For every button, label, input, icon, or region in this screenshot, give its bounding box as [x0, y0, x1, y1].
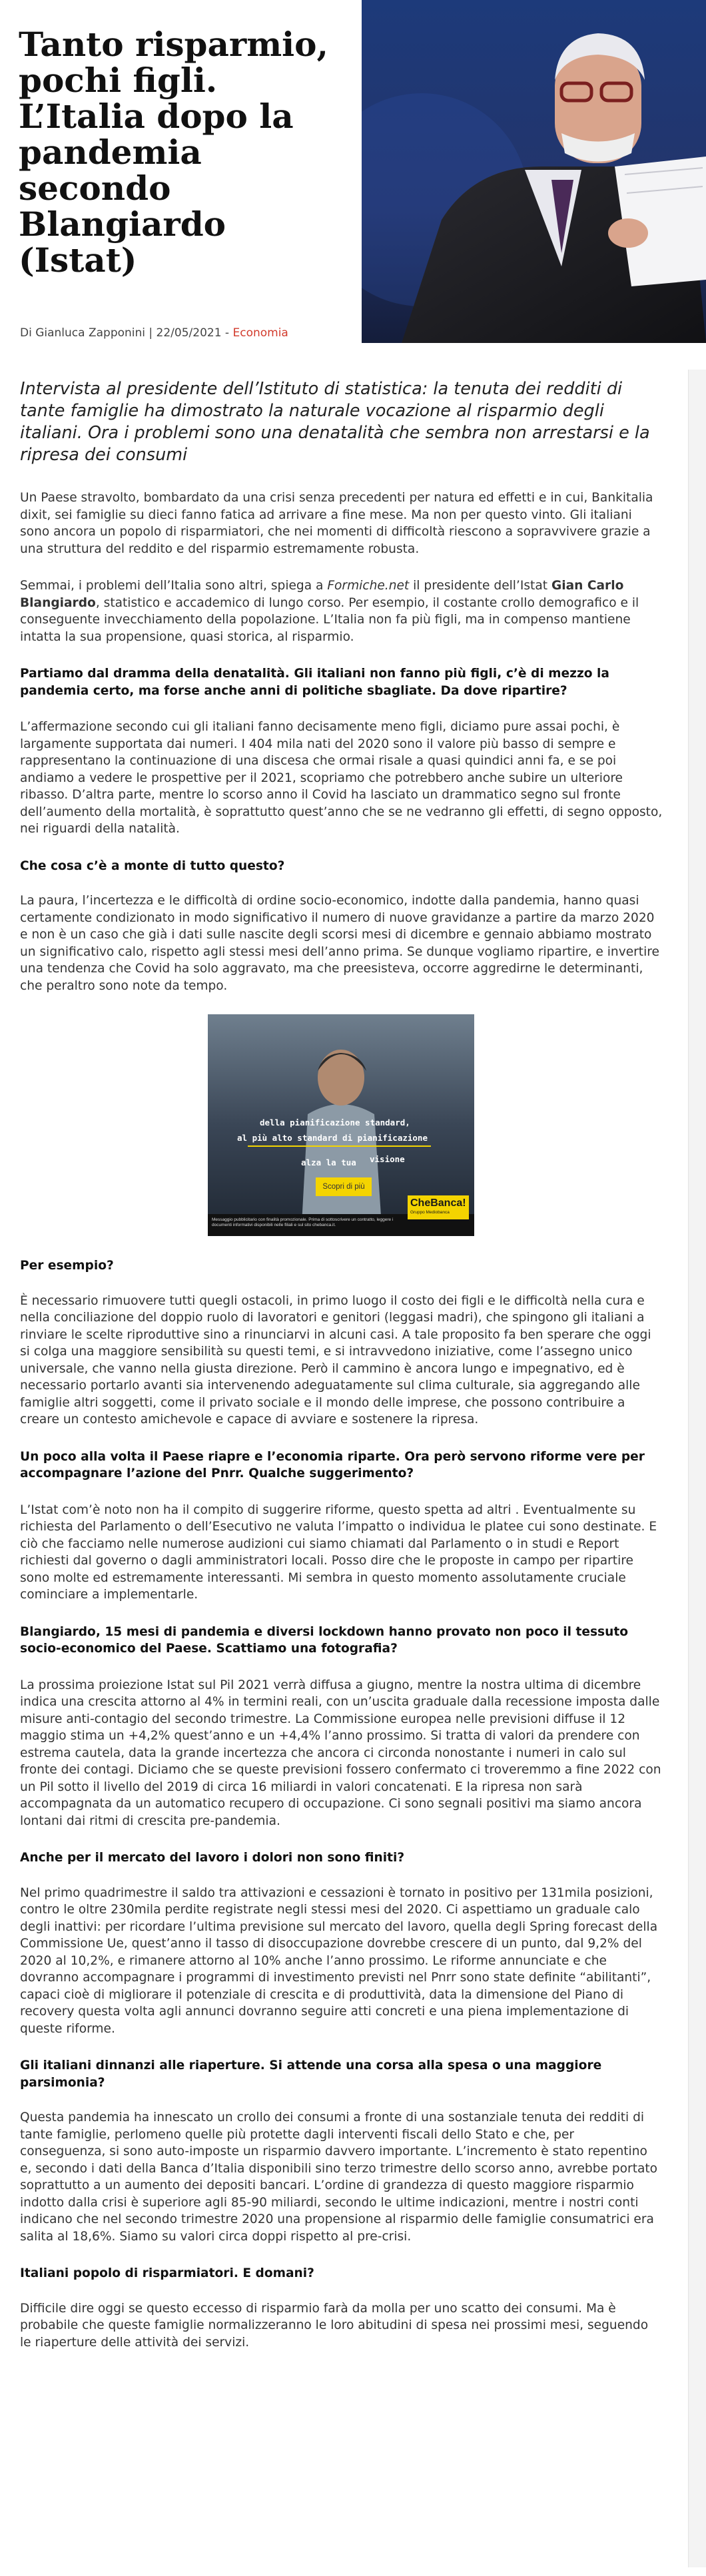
question: Per esempio?	[20, 1259, 114, 1273]
text-run: Semmai, i problemi dell’Italia sono altri, spiega a	[20, 579, 328, 593]
interviewee-name: Gian Carlo Blangiardo	[20, 579, 624, 610]
ad-line-1: della pianificazione standard,	[260, 1118, 410, 1127]
question: Italiani popolo di risparmiatori. E domani?	[20, 2266, 314, 2280]
ad-line-3a: alza la tua	[301, 1157, 356, 1167]
answer: L’affermazione secondo cui gli italiani fanno decisamente meno figli, diciamo pure assai pochi, è largamente supportata dai numeri. I 404 mila nati del 2020 sono il valore più basso di sempre e rappresentano la continuazione di una discesa che ormai risale a quasi quindici anni fa, e se poi andiamo a vedere le prospettive per il 2021, scopriamo che potrebbero anche subire un ulteriore ribasso. D’altra parte, mentre lo scorso anno il Covid ha lasciato un drammatico segno sul fronte dell’aumento della mortalità, è soprattutto quest’anno che se ne vedranno gli effetti, di segno opposto, nei riguardi della natalità.	[20, 720, 663, 836]
ad-underline	[248, 1145, 431, 1147]
paragraph: Un Paese stravolto, bombardato da una crisi senza precedenti per natura ed effetti e in cui, Bankitalia dixit, sei famiglie su dieci fanno fatica ad arrivare a fine mese. Ma non per questo vinto. Gli italiani sono ancora un popolo di risparmiatori, che nei momenti di difficoltà riescono a sopravvivere grazie a una struttura del reddito e del risparmio estremamente robusta.	[20, 491, 653, 556]
question: Un poco alla volta il Paese riapre e l’economia riparte. Ora però servono riforme vere per accompagnare l’azione del Pnrr. Qualche suggerimento?	[20, 1449, 645, 1480]
ad-line-2: al più alto standard di pianificazione	[237, 1133, 428, 1143]
question: Partiamo dal dramma della denatalità. Gli italiani non fanno più figli, c’è di mezzo la pandemia certo, ma forse anche anni di politiche sbagliate. Da dove ripartire?	[20, 667, 609, 698]
ad-brand-name: CheBanca!	[410, 1197, 466, 1209]
article-header	[0, 0, 706, 346]
category-link[interactable]: Economia	[232, 326, 288, 340]
question: Anche per il mercato del lavoro i dolori non sono finiti?	[20, 1851, 405, 1865]
ad-brand-logo	[408, 1195, 469, 1219]
text-run: il presidente dell’Istat	[409, 579, 551, 593]
author-date: Di Gianluca Zapponini | 22/05/2021 -	[20, 326, 233, 340]
hero-photo	[362, 0, 706, 343]
article-lead: Intervista al presidente dell’Istituto di statistica: la tenuta dei redditi di tante famiglie ha dimostrato la naturale vocazione al risparmio degli italiani. Ora i problemi sono una denatalità che sembra non arrestarsi e la ripresa dei consumi	[20, 379, 650, 465]
ad-banner[interactable]	[208, 1014, 474, 1236]
ad-brand-sub: Gruppo Mediobanca	[410, 1210, 450, 1215]
answer: La prossima proiezione Istat sul Pil 2021 verrà diffusa a giugno, mentre la nostra ultima di dicembre indica una crescita attorno al 4% in termini reali, con un’uscita graduale dalla recessione imposta dalle misure anti-contagio del secondo trimestre. La Commissione europea nelle previsioni diffuse il 12 maggio stima un +4,2% quest’anno e un +4,4% l’anno prossimo. Si tratta di valori da prendere con estrema cautela, data la grande incertezza che ancora ci circonda nonostante i numeri in calo sul fronte dei contagi. Diciamo che se queste previsioni fossero confermato ci troveremmo a fine 2022 con un Pil sotto il livello del 2019 di circa 16 miliardi in valori concatenati. E la ripresa non sarà accompagnata da un automatico recupero di occupazione. Ci sono segnali positivi ma siamo ancora lontani dai ritmi di crescita pre-pandemia.	[20, 1678, 661, 1828]
answer: Nel primo quadrimestre il saldo tra attivazioni e cessazioni è tornato in positivo per 131mila posizioni, contro le oltre 230mila perdite registrate negli stessi mesi del 2020. Ci aspettiamo un graduale calo degli inattivi: per ricordare l’ultima previsione sul mercato del lavoro, quella degli Spring forecast della Commissione Ue, quest’anno il tasso di disoccupazione dovrebbe crescere di un punto, dal 9,2% del 2020 al 10,2%, e rimanere attorno al 10% anche l’anno prossimo. Le riforme annunciate e che dovranno accompagnare i programmi di investimento previsti nel Pnrr sono state definite “abilitanti”, capaci cioè di migliorare il potenziale di crescita e di produttività, data la dimensione del Piano di recovery questa volta agli annunci dovranno seguire atti concreti e una piena implementazione di queste riforme.	[20, 1885, 658, 2036]
question: Gli italiani dinnanzi alle riaperture. Si attende una corsa alla spesa o una maggiore parsimonia?	[20, 2059, 602, 2090]
article-body	[20, 378, 663, 2371]
question: Blangiardo, 15 mesi di pandemia e diversi lockdown hanno provato non poco il tessuto socio-economico del Paese. Scattiamo una fotografia?	[20, 1624, 629, 1656]
answer: Difficile dire oggi se questo eccesso di risparmio farà da molla per uno scatto dei consumi. Ma è probabile che queste famiglie normalizzeranno le loro abitudini di spesa nei prossimi mesi, seguendo le riaperture delle attività dei servizi.	[20, 2301, 649, 2350]
source-name: Formiche.net	[327, 579, 410, 593]
hero-photo-illustration	[362, 0, 706, 343]
article-byline	[20, 326, 288, 340]
answer: La paura, l’incertezza e le difficoltà di ordine socio-economico, indotte dalla pandemia, hanno quasi certamente condizionato in modo significativo il numero di nuove gravidanze a partire da marzo 2020 e non è un caso che già i dati sulle nascite degli scorsi mesi di dicembre e gennaio abbiamo mostrato un significativo calo, rispetto agli stessi mesi dell’anno prima. Se dunque vogliamo ripartire, e invertire una tendenza che Covid ha solo aggravato, ma che preesisteva, occorre aggredirne le determinanti, che peraltro sono note da tempo.	[20, 894, 659, 993]
right-scroll-rail	[688, 370, 706, 2567]
article-title: Tanto risparmio, pochi figli. L’Italia dopo la pandemia secondo Blangiardo (Istat)	[19, 25, 328, 280]
answer: L’Istat com’è noto non ha il compito di suggerire riforme, questo spetta ad altri . Eventualmente su richiesta del Parlamento o dell’Esecutivo ne valuta l’impatto o individua le platee cui sono destinate. E ciò che facciamo nelle numerose audizioni cui siamo chiamati dal Parlamento o in studi e Report richiesti dal governo o dagli amministratori locali. Posso dire che le proposte in campo per ripartire sono molte ed estremamente interessanti. Mi sembra in questo momento assolutamente cruciale cominciare a implementarle.	[20, 1502, 657, 1602]
answer: È necessario rimuovere tutti quegli ostacoli, in primo luogo il costo dei figli e le difficoltà nella cura e nella conciliazione del doppio ruolo di lavoratori e genitori (leggasi madri), che spingono gli italiani a rinviare le scelte riproduttive sino a rinunciarvi in alcuni casi. A tale proposito fa ben sperare che oggi si colga una maggiore sensibilità su questi temi, e si intravvedono iniziative, come l’assegno unico universale, che vanno nella giusta direzione. Però il cammino è ancora lungo e impegnativo, ed è necessario portarlo avanti sia intervenendo adeguatamente sul clima culturale, sia aggregando alle famiglie altri soggetti, come il privato sociale e il mondo delle imprese, che possono contribuire a creare un contesto amichevole e capace di avviare e sostenere la ripresa.	[20, 1293, 651, 1427]
question: Che cosa c’è a monte di tutto questo?	[20, 858, 285, 873]
ad-cta-button[interactable]: Scopri di più	[316, 1177, 372, 1196]
ad-line-3b: visione	[370, 1154, 405, 1164]
answer: Questa pandemia ha innescato un crollo dei consumi a fronte di una sostanziale tenuta dei redditi di tante famiglie, perlomeno quelle più protette dagli interventi fiscali dello Stato e che, per conseguenza, si sono auto-imposte un risparmio davvero importante. L’incremento è stato repentino e, secondo i dati della Banca d’Italia disponibili sino terzo trimestre dello scorso anno, avrebbe portato soprattutto a un aumento dei depositi bancari. L’ordine di grandezza di questo maggiore risparmio indotto dalla crisi è superiore agli 85-90 miliardi, secondo le ultime indicazioni, mentre i nostri conti indicano che nel secondo trimestre 2020 una propensione al risparmio delle famiglie consumatrici era salita al 18,6%. Siamo su valori circa doppi rispetto al pre-crisi.	[20, 2110, 658, 2244]
paragraph	[20, 577, 663, 645]
text-run: , statistico e accademico di lungo corso. Per esempio, il costante crollo demografico e il conseguente invecchiamento della popolazione. L’Italia non fa più figli, ma in compenso mantiene intatta la sua propensione, quasi storica, al risparmio.	[20, 595, 639, 644]
ad-disclaimer: Messaggio pubblicitario con finalità promozionale. Prima di sottoscrivere un contratto, leggere i documenti informativi disponibili nelle filiali e sul sito chebanca.it.	[212, 1217, 394, 1227]
